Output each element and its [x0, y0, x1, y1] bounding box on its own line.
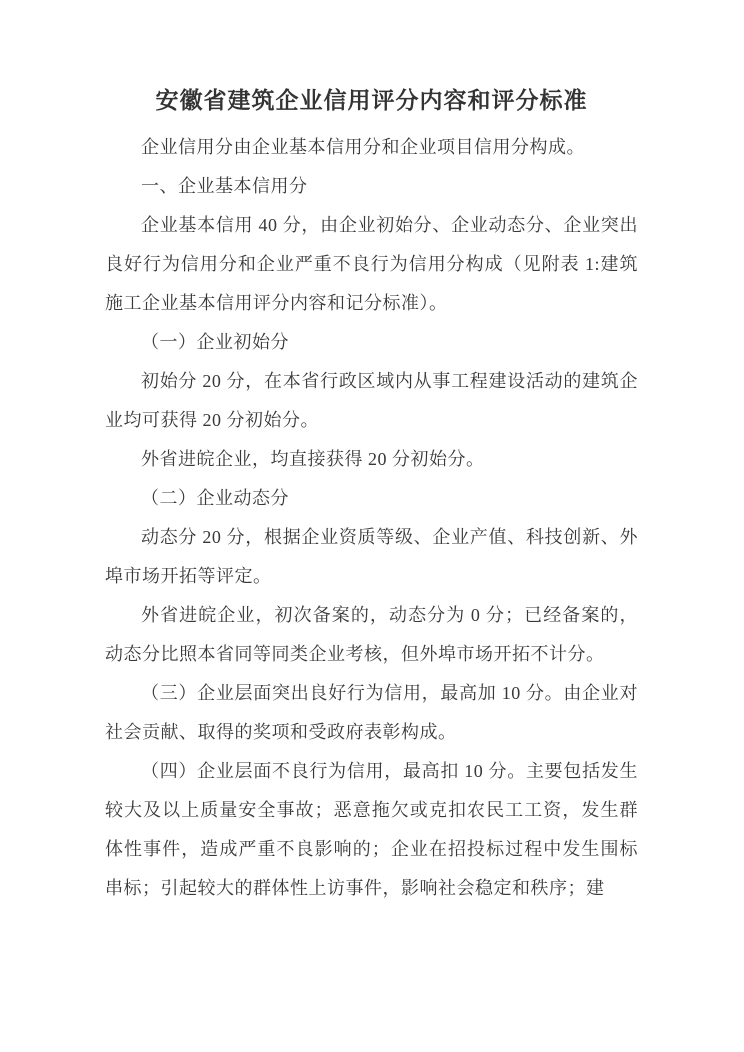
intro-paragraph: 企业信用分由企业基本信用分和企业项目信用分构成。 — [141, 137, 585, 157]
paragraph-initial-score: 初始分 20 分，在本省行政区域内从事工程建设活动的建筑企业均可获得 20 分初始分。 — [105, 371, 638, 430]
document-title: 安徽省建筑企业信用评分内容和评分标准 — [155, 88, 588, 113]
paragraph-outside-province-initial: 外省进皖企业，均直接获得 20 分初始分。 — [141, 449, 485, 469]
paragraph-good-behavior-credit: （三）企业层面突出良好行为信用，最高加 10 分。由企业对社会贡献、取得的奖项和受政府表彰构成。 — [105, 683, 638, 742]
paragraph-basic-credit-composition: 企业基本信用 40 分，由企业初始分、企业动态分、企业突出良好行为信用分和企业严重不良行为信用分构成（见附表 1:建筑施工企业基本信用评分内容和记分标准）。 — [105, 215, 638, 313]
paragraph-outside-province-dynamic: 外省进皖企业，初次备案的，动态分为 0 分；已经备案的，动态分比照本省同等同类企业考核，但外埠市场开拓不计分。 — [105, 605, 638, 664]
subsection-heading-dynamic-score: （二）企业动态分 — [141, 488, 289, 508]
subsection-heading-initial-score: （一）企业初始分 — [141, 332, 289, 352]
section-heading-basic-credit: 一、企业基本信用分 — [141, 176, 308, 196]
paragraph-bad-behavior-credit: （四）企业层面不良行为信用，最高扣 10 分。主要包括发生较大及以上质量安全事故；恶意拖欠或克扣农民工工资，发生群体性事件，造成严重不良影响的；企业在招投标过程中发生围标串标；引起较大的群体性上访事件，影响社会稳定和秩序；建 — [105, 761, 638, 898]
paragraph-dynamic-score: 动态分 20 分，根据企业资质等级、企业产值、科技创新、外埠市场开拓等评定。 — [105, 527, 638, 586]
